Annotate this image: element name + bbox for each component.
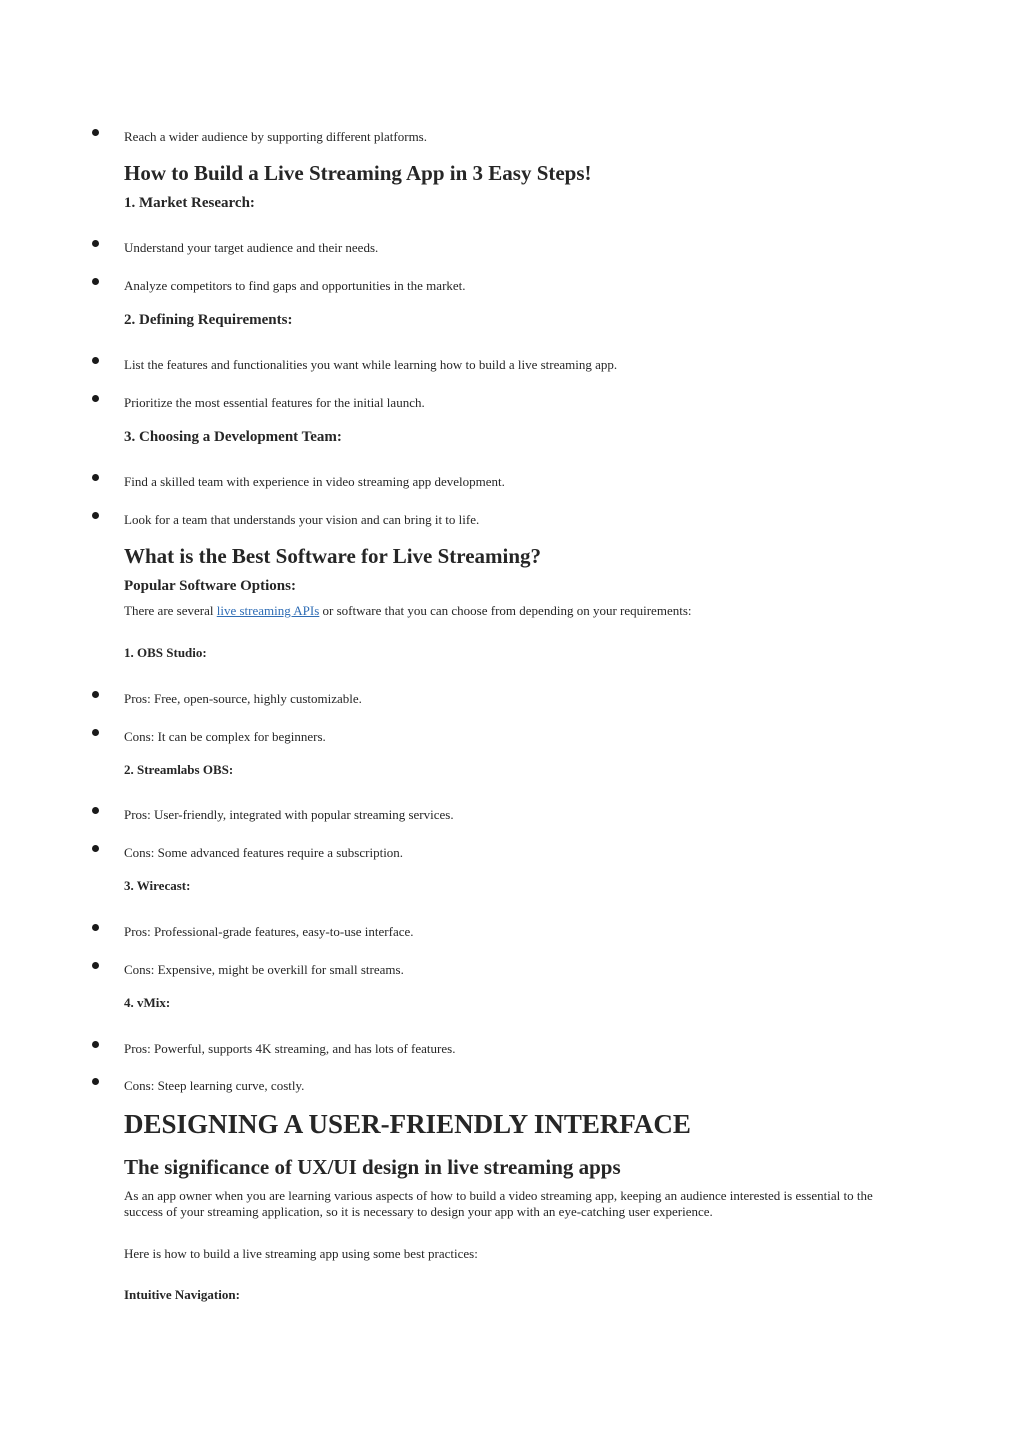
practices-paragraph: Here is how to build a live streaming app using some best practices: bbox=[124, 1246, 478, 1261]
list-item: Pros: Powerful, supports 4K streaming, and has lots of features. bbox=[124, 1041, 456, 1056]
heading-intuitive-navigation: Intuitive Navigation: bbox=[124, 1287, 240, 1302]
heading-designing-interface: DESIGNING A USER-FRIENDLY INTERFACE bbox=[124, 1109, 691, 1139]
intro-text: There are several bbox=[124, 603, 217, 618]
intro-text: or software that you can choose from depending on your requirements: bbox=[319, 603, 692, 618]
bullet-icon bbox=[92, 962, 99, 969]
bullet-icon bbox=[92, 691, 99, 698]
bullet-icon bbox=[92, 240, 99, 247]
bullet-icon bbox=[92, 1041, 99, 1048]
heading-market-research: 1. Market Research: bbox=[124, 195, 255, 211]
bullet-icon bbox=[92, 924, 99, 931]
list-item: Prioritize the most essential features for the initial launch. bbox=[124, 395, 425, 410]
list-item: Find a skilled team with experience in video streaming app development. bbox=[124, 474, 505, 489]
bullet-icon bbox=[92, 129, 99, 136]
bullet-icon bbox=[92, 845, 99, 852]
list-item: Pros: Professional-grade features, easy-to-use interface. bbox=[124, 924, 414, 939]
heading-best-software: What is the Best Software for Live Streaming? bbox=[124, 544, 542, 568]
list-item: Reach a wider audience by supporting different platforms. bbox=[124, 129, 427, 144]
heading-popular-software: Popular Software Options: bbox=[124, 578, 296, 594]
bullet-icon bbox=[92, 512, 99, 519]
list-item: Pros: Free, open-source, highly customizable. bbox=[124, 691, 362, 706]
bullet-icon bbox=[92, 278, 99, 285]
list-item: Cons: It can be complex for beginners. bbox=[124, 729, 326, 744]
heading-ux-significance: The significance of UX/UI design in live streaming apps bbox=[124, 1155, 621, 1179]
software-title: 2. Streamlabs OBS: bbox=[124, 762, 234, 777]
heading-development-team: 3. Choosing a Development Team: bbox=[124, 429, 342, 445]
software-title: 3. Wirecast: bbox=[124, 878, 191, 893]
bullet-icon bbox=[92, 729, 99, 736]
live-streaming-apis-link[interactable]: live streaming APIs bbox=[216, 603, 320, 618]
software-title: 1. OBS Studio: bbox=[124, 645, 207, 660]
list-item: Pros: User-friendly, integrated with popular streaming services. bbox=[124, 807, 454, 822]
bullet-icon bbox=[92, 807, 99, 814]
list-item: Look for a team that understands your vision and can bring it to life. bbox=[124, 512, 480, 527]
bullet-icon bbox=[92, 395, 99, 402]
list-item: Cons: Steep learning curve, costly. bbox=[124, 1078, 305, 1093]
significance-paragraph: As an app owner when you are learning various aspects of how to build a video streaming app, keeping an audience interested is essential to the success of your streaming application, so it is necessary to design your app with an eye-catching user experience. bbox=[124, 1188, 873, 1219]
list-item: Analyze competitors to find gaps and opportunities in the market. bbox=[124, 278, 466, 293]
bullet-icon bbox=[92, 1078, 99, 1085]
heading-build-steps: How to Build a Live Streaming App in 3 Easy Steps! bbox=[124, 161, 592, 185]
list-item: Cons: Some advanced features require a subscription. bbox=[124, 845, 404, 860]
bullet-icon bbox=[92, 357, 99, 364]
list-item: List the features and functionalities you want while learning how to build a live streaming app. bbox=[124, 357, 618, 372]
heading-defining-requirements: 2. Defining Requirements: bbox=[124, 312, 293, 328]
list-item: Cons: Expensive, might be overkill for small streams. bbox=[124, 962, 404, 977]
intro-paragraph bbox=[124, 603, 692, 619]
list-item: Understand your target audience and their needs. bbox=[124, 240, 379, 255]
bullet-icon bbox=[92, 474, 99, 481]
software-title: 4. vMix: bbox=[124, 995, 171, 1010]
